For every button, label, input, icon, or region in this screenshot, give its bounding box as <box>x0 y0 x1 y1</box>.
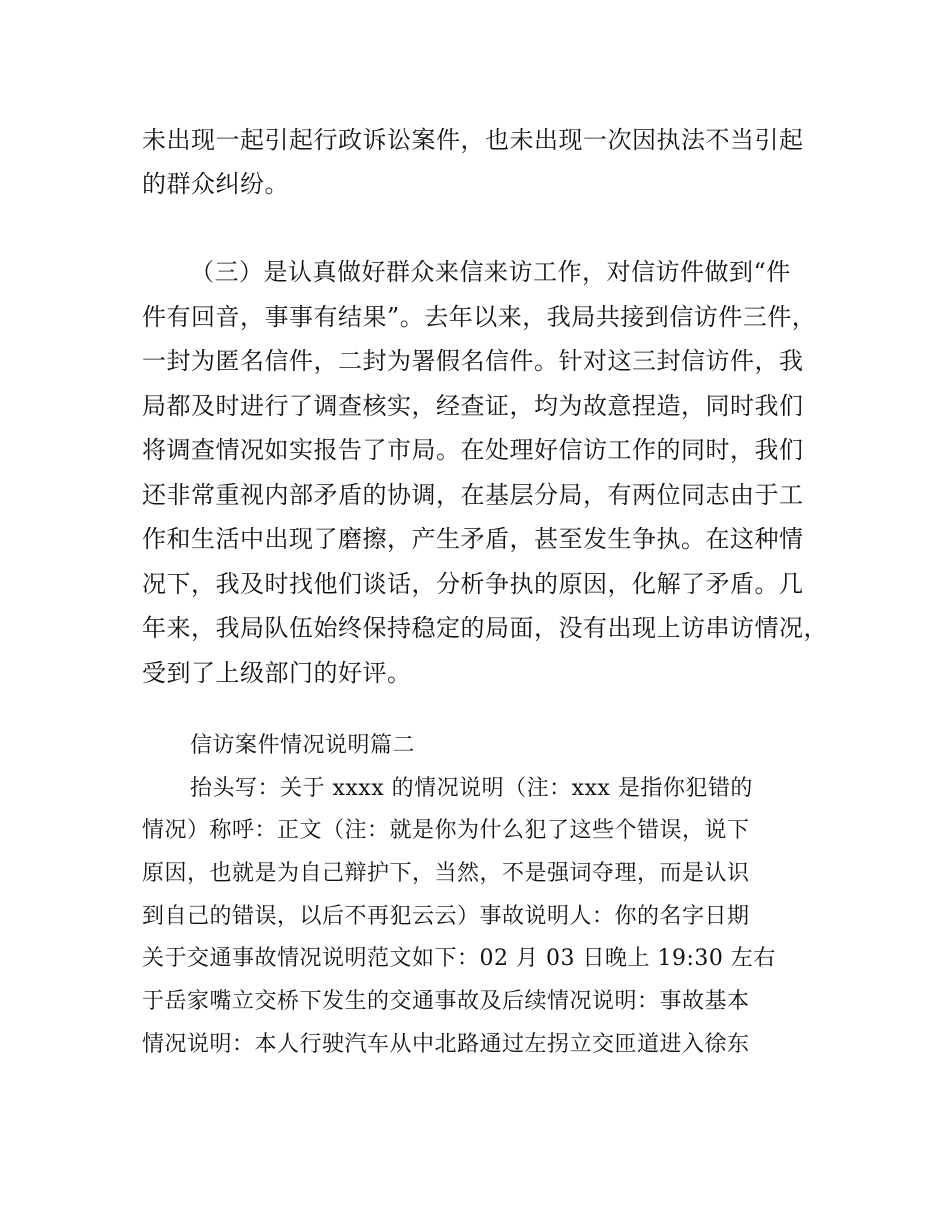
text-line: 情况说明：本人行驶汽车从中北路通过左拐立交匝道进入徐东 <box>142 1031 750 1057</box>
section-heading: 信访案件情况说明篇二 <box>190 733 416 758</box>
section-two <box>142 725 776 1067</box>
text-line: 还非常重视内部矛盾的协调，在基层分局，有两位同志由于工 <box>142 480 804 509</box>
text-line: 件有回音，事事有结果”。去年以来，我局共接到信访件三件， <box>142 302 817 331</box>
text-line: 关于交通事故情况说明范文如下：02 月 03 日晚上 19:30 左右 <box>142 946 776 972</box>
text-line: 将调查情况如实报告了市局。在处理好信访工作的同时，我们 <box>142 436 804 464</box>
text-line: 受到了上级部门的好评。 <box>142 658 412 687</box>
text-line: 一封为匿名信件，二封为署假名信件。针对这三封信访件，我 <box>142 347 804 375</box>
text-line: 于岳家嘴立交桥下发生的交通事故及后续情况说明：事故基本 <box>142 989 750 1015</box>
paragraph-petition-work <box>142 250 828 695</box>
text-line: 的群众纠纷。 <box>142 170 289 198</box>
text-line: 未出现一起引起行政诉讼案件，也未出现一次因执法不当引起 <box>142 126 804 154</box>
paragraph-continuation <box>142 118 804 206</box>
text-line: 原因，也就是为自己辩护下，当然，不是强词夺理，而是认识 <box>142 861 750 887</box>
text-line: 到自己的错误，以后不再犯云云）事故说明人：你的名字日期 <box>142 903 750 929</box>
text-line: 抬头写：关于 xxxx 的情况说明（注：xxx 是指你犯错的 <box>190 775 753 801</box>
text-line: 况下，我及时找他们谈话，分析争执的原因，化解了矛盾。几 <box>142 569 804 598</box>
text-line: 局都及时进行了调查核实，经查证，均为故意捏造，同时我们 <box>142 391 804 420</box>
text-line: 年来，我局队伍始终保持稳定的局面，没有出现上访串访情况， <box>142 614 828 642</box>
text-line: 情况）称呼：正文（注：就是你为什么犯了这些个错误，说下 <box>142 818 750 844</box>
text-line: （三）是认真做好群众来信来访工作，对信访件做到“件 <box>190 258 791 286</box>
text-line: 作和生活中出现了磨擦，产生矛盾，甚至发生争执。在这种情 <box>142 525 804 553</box>
